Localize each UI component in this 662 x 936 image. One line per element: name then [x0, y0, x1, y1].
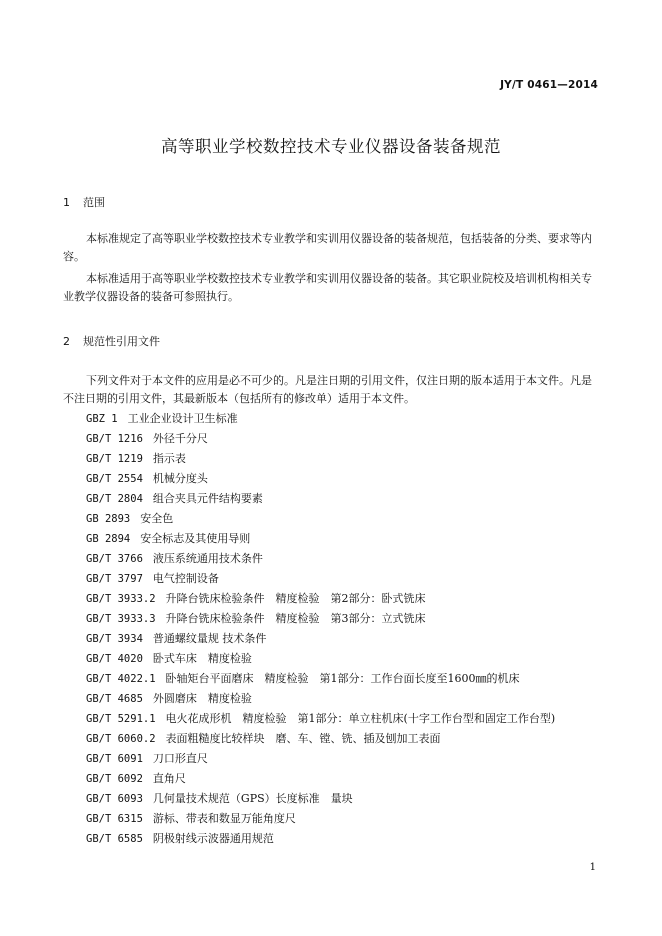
section-number: 2 — [63, 335, 70, 348]
normative-references-intro: 下列文件对于本文件的应用是必不可少的。凡是注日期的引用文件，仅注日期的版本适用于本文件。凡是不注日期的引用文件，其最新版本（包括所有的修改单）适用于本文件。 — [63, 374, 592, 405]
section-2-heading — [63, 333, 160, 349]
reference-title: 升降台铣床检验条件 精度检验 第3部分：立式铣床 — [165, 612, 426, 625]
reference-title: 液压系统通用技术条件 — [152, 552, 263, 565]
reference-title: 指示表 — [152, 452, 186, 465]
reference-code: GB/T 3934 — [86, 633, 143, 645]
reference-title: 机械分度头 — [152, 472, 208, 485]
section-1-heading — [63, 194, 105, 210]
reference-title: 电气控制设备 — [152, 572, 219, 585]
reference-code: GB/T 6091 — [86, 753, 143, 765]
reference-title: 阴极射线示波器通用规范 — [152, 832, 274, 845]
reference-item — [86, 770, 555, 790]
reference-item — [86, 530, 555, 550]
section-number: 1 — [63, 196, 70, 209]
reference-code: GB 2894 — [86, 533, 131, 545]
reference-code: GB/T 4020 — [86, 653, 143, 665]
reference-code: GB/T 6315 — [86, 813, 143, 825]
reference-code: GB/T 6092 — [86, 773, 143, 785]
reference-item — [86, 830, 555, 850]
reference-item — [86, 410, 555, 430]
reference-title: 安全色 — [140, 512, 174, 525]
reference-item — [86, 670, 555, 690]
reference-item — [86, 450, 555, 470]
reference-code: GBZ 1 — [86, 413, 118, 425]
scope-paragraph-2: 本标准适用于高等职业学校数控技术专业教学和实训用仪器设备的装备。其它职业院校及培训机构相关专业教学仪器设备的装备可参照执行。 — [63, 272, 592, 303]
reference-code: GB/T 4022.1 — [86, 673, 156, 685]
reference-title: 外圆磨床 精度检验 — [152, 692, 252, 705]
section-title: 范围 — [83, 196, 105, 209]
reference-item — [86, 570, 555, 590]
scope-paragraph-1: 本标准规定了高等职业学校数控技术专业教学和实训用仪器设备的装备规范，包括装备的分类、要求等内容。 — [63, 232, 592, 263]
reference-item — [86, 630, 555, 650]
reference-title: 电火花成形机 精度检验 第1部分：单立柱机床(十字工作台型和固定工作台型) — [165, 712, 556, 725]
page-number: 1 — [589, 862, 596, 873]
reference-item — [86, 810, 555, 830]
reference-item — [86, 750, 555, 770]
reference-title: 卧式车床 精度检验 — [152, 652, 252, 665]
reference-code: GB/T 3933.3 — [86, 613, 156, 625]
reference-code: GB/T 1219 — [86, 453, 143, 465]
standard-code: JY/T 0461—2014 — [500, 79, 598, 91]
reference-item — [86, 550, 555, 570]
section-title: 规范性引用文件 — [83, 335, 160, 348]
reference-code: GB/T 6585 — [86, 833, 143, 845]
reference-title: 游标、带表和数显万能角度尺 — [152, 812, 296, 825]
reference-title: 刀口形直尺 — [152, 752, 208, 765]
document-title: 高等职业学校数控技术专业仪器设备装备规范 — [161, 137, 501, 156]
reference-item — [86, 730, 555, 750]
reference-title: 升降台铣床检验条件 精度检验 第2部分：卧式铣床 — [165, 592, 426, 605]
reference-title: 安全标志及其使用导则 — [140, 532, 251, 545]
reference-code: GB 2893 — [86, 513, 131, 525]
reference-title: 普通螺纹量规 技术条件 — [152, 632, 267, 645]
reference-title: 外径千分尺 — [152, 432, 208, 445]
reference-list — [86, 410, 555, 850]
reference-item — [86, 690, 555, 710]
reference-item — [86, 790, 555, 810]
reference-item — [86, 490, 555, 510]
reference-code: GB/T 3933.2 — [86, 593, 156, 605]
reference-item — [86, 430, 555, 450]
reference-code: GB/T 2804 — [86, 493, 143, 505]
reference-code: GB/T 3797 — [86, 573, 143, 585]
reference-title: 组合夹具元件结构要素 — [152, 492, 263, 505]
reference-code: GB/T 6093 — [86, 793, 143, 805]
reference-item — [86, 590, 555, 610]
reference-title: 直角尺 — [152, 772, 186, 785]
reference-item — [86, 470, 555, 490]
reference-item — [86, 510, 555, 530]
reference-title: 几何量技术规范（GPS）长度标准 量块 — [152, 792, 353, 805]
reference-code: GB/T 4685 — [86, 693, 143, 705]
reference-code: GB/T 3766 — [86, 553, 143, 565]
reference-code: GB/T 1216 — [86, 433, 143, 445]
reference-title: 工业企业设计卫生标准 — [127, 412, 238, 425]
reference-item — [86, 610, 555, 630]
reference-code: GB/T 6060.2 — [86, 733, 156, 745]
reference-code: GB/T 5291.1 — [86, 713, 156, 725]
reference-code: GB/T 2554 — [86, 473, 143, 485]
reference-item — [86, 650, 555, 670]
reference-title: 卧轴矩台平面磨床 精度检验 第1部分：工作台面长度至1600㎜的机床 — [165, 672, 520, 685]
reference-item — [86, 710, 555, 730]
reference-title: 表面粗糙度比较样块 磨、车、镗、铣、插及刨加工表面 — [165, 732, 441, 745]
